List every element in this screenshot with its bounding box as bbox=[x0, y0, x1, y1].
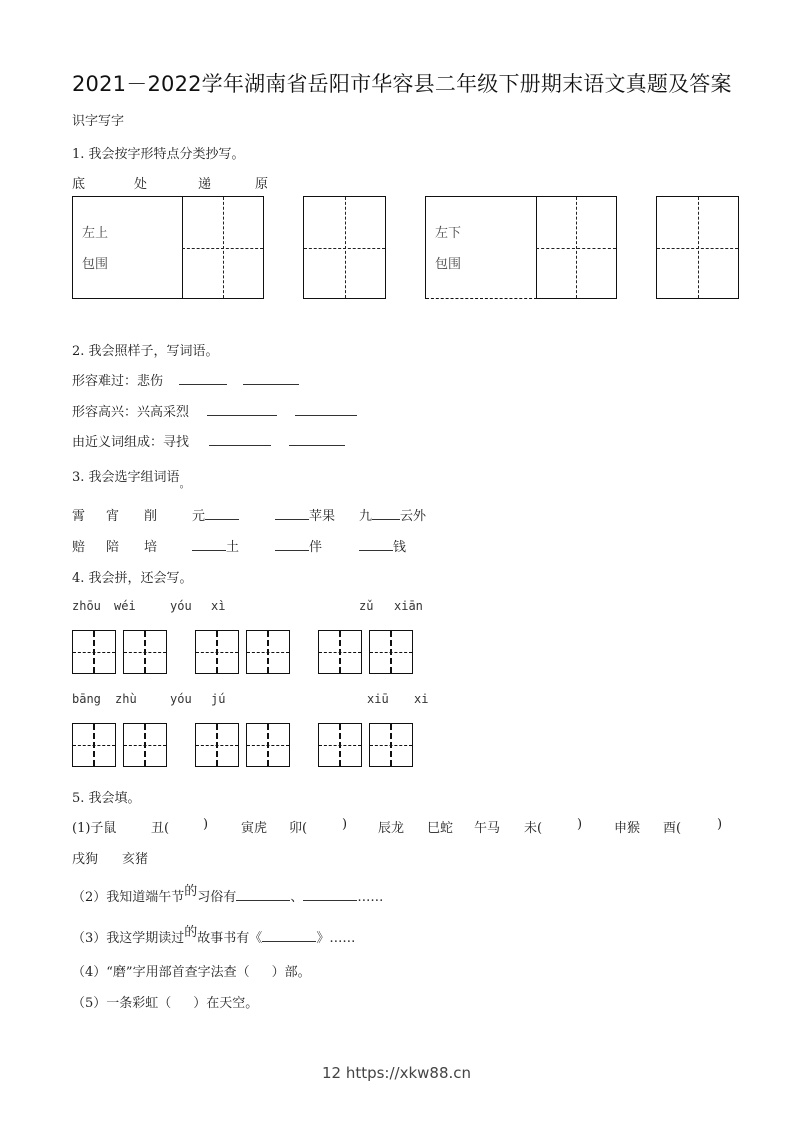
q3-item bbox=[192, 536, 239, 555]
tian-writing-box[interactable] bbox=[195, 630, 239, 674]
answer-blank[interactable] bbox=[262, 929, 316, 942]
answer-blank[interactable] bbox=[205, 507, 239, 520]
zodiac-item: 酉( bbox=[663, 821, 682, 836]
q5-item-4 bbox=[72, 961, 311, 980]
q3-char: 陪 bbox=[106, 540, 120, 555]
pinyin: xiū bbox=[367, 692, 389, 706]
tian-writing-box[interactable] bbox=[123, 630, 167, 674]
q5-item-5 bbox=[72, 992, 258, 1011]
tian-writing-box[interactable] bbox=[195, 723, 239, 767]
answer-blank[interactable] bbox=[207, 403, 277, 416]
q3-word-part: 钱 bbox=[393, 540, 407, 555]
category-box-left-bottom-enclosure bbox=[425, 196, 617, 299]
q3-item bbox=[192, 505, 239, 524]
page-footer: 12 https://xkw88.cn bbox=[321, 1064, 472, 1082]
pinyin: xiān bbox=[394, 599, 423, 613]
tian-writing-box[interactable] bbox=[72, 723, 116, 767]
writing-grid[interactable] bbox=[536, 197, 616, 299]
tian-writing-box[interactable] bbox=[318, 723, 362, 767]
q1-prompt: 1. 我会按字形特点分类抄写。 bbox=[72, 147, 245, 162]
q3-prompt-period: 。 bbox=[179, 477, 191, 490]
answer-blank[interactable] bbox=[275, 538, 309, 551]
pinyin: bāng bbox=[72, 692, 101, 706]
q5-item-2 bbox=[72, 886, 383, 905]
tian-writing-box[interactable] bbox=[123, 723, 167, 767]
q3-word-part: 云外 bbox=[400, 509, 427, 524]
zodiac-item: (1)子鼠 bbox=[72, 821, 117, 836]
q2-row bbox=[72, 401, 357, 420]
zodiac-item: 丑( bbox=[151, 821, 170, 836]
pinyin: xì bbox=[211, 599, 226, 613]
writing-grid[interactable] bbox=[656, 196, 739, 299]
category-label: 包围 bbox=[82, 257, 109, 272]
tian-writing-box[interactable] bbox=[72, 630, 116, 674]
category-label-area bbox=[426, 197, 537, 299]
q5-text: 、 bbox=[290, 890, 304, 905]
pinyin: wéi bbox=[114, 599, 136, 613]
zodiac-item: 午马 bbox=[474, 821, 501, 836]
answer-blank[interactable] bbox=[359, 538, 393, 551]
answer-blank[interactable] bbox=[303, 888, 357, 901]
answer-blank[interactable] bbox=[179, 372, 227, 385]
q5-text: 习俗有 bbox=[197, 890, 237, 905]
page-title: 2021－2022学年湖南省岳阳市华容县二年级下册期末语文真题及答案 bbox=[72, 72, 732, 96]
q5-text: （5）一条彩虹（ bbox=[72, 996, 172, 1011]
pinyin: yóu bbox=[170, 692, 192, 706]
pinyin: zhōu bbox=[72, 599, 101, 613]
zodiac-paren: ) bbox=[717, 817, 723, 832]
q3-char: 宵 bbox=[106, 509, 120, 524]
zodiac-item: 巳蛇 bbox=[427, 821, 454, 836]
zodiac-item: 戌狗 bbox=[72, 852, 99, 867]
q2-prompt: 2. 我会照样子，写词语。 bbox=[72, 344, 219, 359]
q5-text: 故事书有《 bbox=[197, 931, 263, 946]
tian-writing-box[interactable] bbox=[246, 630, 290, 674]
answer-blank[interactable] bbox=[275, 507, 309, 520]
pinyin: jú bbox=[211, 692, 226, 706]
q5-text: （4）“磨”字用部首查字法查（ bbox=[72, 965, 250, 980]
q1-char: 底 bbox=[72, 177, 86, 192]
pinyin: zhù bbox=[115, 692, 137, 706]
q3-prompt-text: 3. 我会选字组词语 bbox=[72, 470, 180, 485]
q5-text: 的 bbox=[184, 925, 198, 940]
q4-prompt: 4. 我会拼，还会写。 bbox=[72, 571, 193, 586]
q2-row-label: 形容高兴：兴高采烈 bbox=[72, 405, 190, 420]
category-label: 包围 bbox=[435, 257, 462, 272]
answer-blank[interactable] bbox=[192, 538, 226, 551]
q5-text: （2）我知道端午节 bbox=[72, 890, 185, 905]
q5-text: …… bbox=[329, 931, 356, 946]
q5-text: …… bbox=[357, 890, 384, 905]
answer-blank[interactable] bbox=[295, 403, 357, 416]
q3-char: 培 bbox=[144, 540, 158, 555]
q5-item-3 bbox=[72, 927, 355, 946]
answer-blank[interactable] bbox=[236, 888, 290, 901]
answer-blank[interactable] bbox=[289, 433, 345, 446]
q3-word-part: 土 bbox=[226, 540, 240, 555]
zodiac-item: 辰龙 bbox=[378, 821, 405, 836]
q3-prompt bbox=[72, 466, 191, 490]
q3-word-part: 元 bbox=[192, 509, 206, 524]
q1-char: 递 bbox=[198, 177, 212, 192]
zodiac-item: 亥猪 bbox=[122, 852, 149, 867]
answer-blank[interactable] bbox=[243, 372, 299, 385]
section-heading: 识字写字 bbox=[72, 114, 125, 129]
q3-item bbox=[275, 536, 322, 555]
q1-char: 处 bbox=[134, 177, 148, 192]
q5-text: ）部。 bbox=[271, 965, 311, 980]
category-label: 左下 bbox=[435, 226, 462, 241]
zodiac-paren: ) bbox=[342, 817, 348, 832]
q2-row bbox=[72, 431, 345, 450]
q5-prompt: 5. 我会填。 bbox=[72, 791, 141, 806]
q3-word-part: 九 bbox=[359, 509, 373, 524]
q3-char: 赔 bbox=[72, 540, 86, 555]
q3-char: 削 bbox=[144, 509, 158, 524]
q5-text: 的 bbox=[184, 884, 198, 899]
tian-writing-box[interactable] bbox=[246, 723, 290, 767]
zodiac-item: 申猴 bbox=[614, 821, 641, 836]
answer-blank[interactable] bbox=[209, 433, 271, 446]
q3-char: 霄 bbox=[72, 509, 86, 524]
category-label-area bbox=[73, 197, 183, 298]
q2-row-label: 形容难过：悲伤 bbox=[72, 374, 164, 389]
writing-grid[interactable] bbox=[182, 197, 263, 298]
tian-writing-box[interactable] bbox=[318, 630, 362, 674]
q5-text: （3）我这学期读过 bbox=[72, 931, 185, 946]
zodiac-item: 寅虎 bbox=[241, 821, 268, 836]
q2-row-label: 由近义词组成：寻找 bbox=[72, 435, 190, 450]
zodiac-paren: ) bbox=[203, 817, 209, 832]
tian-writing-box[interactable] bbox=[369, 630, 413, 674]
zodiac-item: 未( bbox=[524, 821, 543, 836]
q3-item bbox=[359, 505, 426, 524]
category-box-left-top-enclosure bbox=[72, 196, 264, 299]
q3-word-part: 苹果 bbox=[309, 509, 336, 524]
pinyin: yóu bbox=[170, 599, 192, 613]
tian-writing-box[interactable] bbox=[369, 723, 413, 767]
q3-item bbox=[275, 505, 335, 524]
q5-text: ）在天空。 bbox=[193, 996, 259, 1011]
q5-text: 》 bbox=[316, 931, 330, 946]
zodiac-paren: ) bbox=[577, 817, 583, 832]
pinyin: zǔ bbox=[359, 599, 374, 613]
category-label: 左上 bbox=[82, 226, 109, 241]
zodiac-item: 卯( bbox=[289, 821, 308, 836]
writing-grid[interactable] bbox=[303, 196, 386, 299]
answer-blank[interactable] bbox=[372, 507, 400, 520]
pinyin: xi bbox=[414, 692, 429, 706]
q3-item bbox=[359, 536, 406, 555]
q1-char: 原 bbox=[255, 177, 269, 192]
q3-word-part: 伴 bbox=[309, 540, 323, 555]
q2-row bbox=[72, 370, 299, 389]
